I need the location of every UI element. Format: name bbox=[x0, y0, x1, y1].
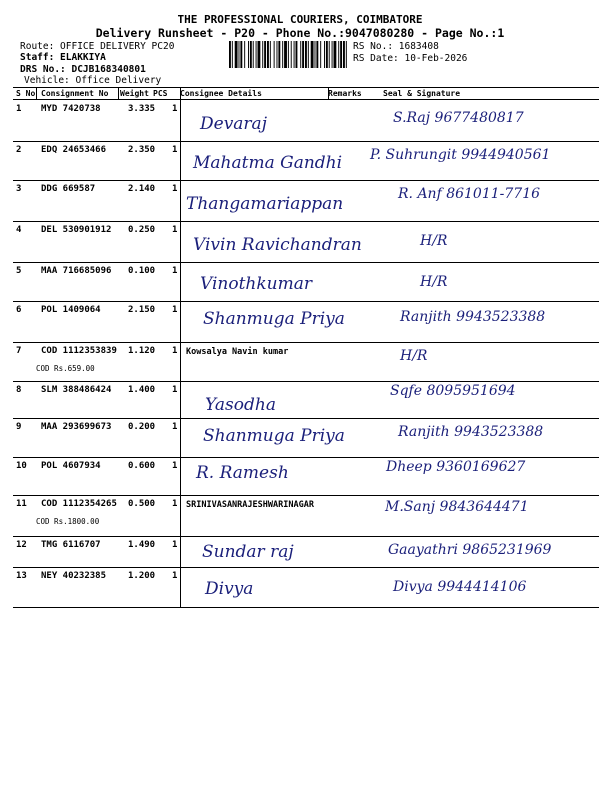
row-divider bbox=[13, 607, 599, 608]
col-consignee: Consignee Details bbox=[180, 89, 262, 98]
weight-value: 0.200 bbox=[128, 422, 156, 432]
consignee-signature: Yasodha bbox=[205, 395, 276, 415]
table-row bbox=[0, 221, 600, 262]
consignment-number: TMG 6116707 bbox=[41, 540, 101, 550]
consignment-number: COD 1112354265 bbox=[41, 499, 117, 509]
consignment-number: MAA 716685096 bbox=[41, 266, 112, 276]
consignee-signature: Divya bbox=[205, 579, 254, 599]
weight-value: 2.150 bbox=[128, 305, 156, 315]
table-row bbox=[0, 536, 600, 567]
col-divider bbox=[328, 88, 329, 99]
consignee-name: Kowsalya Navin kumar bbox=[186, 347, 289, 357]
pieces-count: 1 bbox=[172, 184, 178, 194]
consignment-number: MYD 7420738 bbox=[41, 104, 101, 114]
table-row bbox=[0, 342, 600, 381]
pieces-count: 1 bbox=[172, 104, 178, 114]
pieces-count: 1 bbox=[172, 422, 178, 432]
table-row bbox=[0, 457, 600, 495]
consignee-signature: Vinothkumar bbox=[200, 274, 313, 294]
serial-number: 5 bbox=[16, 266, 22, 276]
cod-amount: COD Rs.1800.00 bbox=[36, 517, 100, 526]
weight-value: 0.500 bbox=[128, 499, 156, 509]
consignment-number: DDG 669587 bbox=[41, 184, 96, 194]
consignee-signature: Shanmuga Priya bbox=[203, 426, 345, 446]
receiver-signature: H/R bbox=[420, 274, 448, 290]
pieces-count: 1 bbox=[172, 499, 178, 509]
vehicle-label: Vehicle: Office Delivery bbox=[24, 75, 162, 86]
receiver-signature: P. Suhrungit 9944940561 bbox=[370, 147, 551, 163]
serial-number: 10 bbox=[16, 461, 27, 471]
receiver-signature: R. Anf 861011-7716 bbox=[398, 186, 541, 202]
col-seal: Seal & Signature bbox=[383, 89, 461, 98]
serial-number: 7 bbox=[16, 346, 22, 356]
receiver-signature: H/R bbox=[420, 233, 448, 249]
col-remarks: Remarks bbox=[328, 89, 362, 98]
table-row bbox=[0, 567, 600, 607]
table-row bbox=[0, 141, 600, 180]
col-pcs: PCS bbox=[153, 89, 168, 98]
consignment-number: NEY 40232385 bbox=[41, 571, 107, 581]
weight-value: 2.140 bbox=[128, 184, 156, 194]
receiver-signature: Ranjith 9943523388 bbox=[400, 309, 546, 325]
receiver-signature: Dheep 9360169627 bbox=[386, 459, 526, 475]
pieces-count: 1 bbox=[172, 540, 178, 550]
pieces-count: 1 bbox=[172, 461, 178, 471]
runsheet-subtitle: Delivery Runsheet - P20 - Phone No.:9047080280 - Page No.:1 bbox=[95, 26, 505, 40]
pieces-count: 1 bbox=[172, 346, 178, 356]
serial-number: 13 bbox=[16, 571, 27, 581]
consignment-number: MAA 293699673 bbox=[41, 422, 112, 432]
serial-number: 1 bbox=[16, 104, 22, 114]
staff-label: Staff: ELAKKIYA bbox=[20, 52, 106, 63]
consignment-number: COD 1112353839 bbox=[41, 346, 117, 356]
weight-value: 0.250 bbox=[128, 225, 156, 235]
consignee-signature: Mahatma Gandhi bbox=[193, 153, 343, 173]
consignee-signature: Devaraj bbox=[200, 114, 267, 134]
table-row bbox=[0, 495, 600, 536]
cod-amount: COD Rs.659.00 bbox=[36, 364, 95, 373]
route-label: Route: OFFICE DELIVERY PC20 bbox=[20, 41, 175, 52]
consignee-signature: Vivin Ravichandran bbox=[193, 235, 362, 255]
consignee-signature: Thangamariappan bbox=[186, 194, 344, 214]
pieces-count: 1 bbox=[172, 145, 178, 155]
weight-value: 1.120 bbox=[128, 346, 156, 356]
weight-value: 1.400 bbox=[128, 385, 156, 395]
receiver-signature: M.Sanj 9843644471 bbox=[385, 499, 529, 515]
consignment-number: DEL 530901912 bbox=[41, 225, 112, 235]
consignment-number: POL 4607934 bbox=[41, 461, 101, 471]
consignee-signature: Sundar raj bbox=[202, 542, 294, 562]
table-row bbox=[0, 381, 600, 418]
serial-number: 2 bbox=[16, 145, 22, 155]
consignee-signature: Shanmuga Priya bbox=[203, 309, 345, 329]
table-row bbox=[0, 100, 600, 141]
weight-value: 1.490 bbox=[128, 540, 156, 550]
drs-label: DRS No.: DCJB168340801 bbox=[20, 64, 146, 75]
pieces-count: 1 bbox=[172, 571, 178, 581]
receiver-signature: Ranjith 9943523388 bbox=[398, 424, 544, 440]
serial-number: 8 bbox=[16, 385, 22, 395]
col-weight: Weight bbox=[120, 89, 149, 98]
receiver-signature: S.Raj 9677480817 bbox=[393, 110, 524, 126]
serial-number: 12 bbox=[16, 540, 27, 550]
serial-number: 9 bbox=[16, 422, 22, 432]
weight-value: 0.100 bbox=[128, 266, 156, 276]
receiver-signature: H/R bbox=[400, 348, 428, 364]
receiver-signature: Divya 9944414106 bbox=[393, 579, 527, 595]
rs-date: RS Date: 10-Feb-2026 bbox=[353, 53, 468, 64]
col-consignment: Consignment No bbox=[41, 89, 109, 98]
serial-number: 11 bbox=[16, 499, 27, 509]
table-row bbox=[0, 180, 600, 221]
col-sno: S No bbox=[16, 89, 36, 98]
table-row bbox=[0, 418, 600, 457]
weight-value: 0.600 bbox=[128, 461, 156, 471]
consignment-number: POL 1409064 bbox=[41, 305, 101, 315]
pieces-count: 1 bbox=[172, 225, 178, 235]
receiver-signature: Gaayathri 9865231969 bbox=[388, 542, 552, 558]
consignment-number: EDQ 24653466 bbox=[41, 145, 107, 155]
col-divider bbox=[118, 88, 119, 99]
serial-number: 3 bbox=[16, 184, 22, 194]
table-top-rule bbox=[13, 87, 599, 88]
pieces-count: 1 bbox=[172, 385, 178, 395]
receiver-signature: Sqfe 8095951694 bbox=[390, 383, 516, 399]
weight-value: 1.200 bbox=[128, 571, 156, 581]
consignment-number: SLM 388486424 bbox=[41, 385, 112, 395]
barcode-icon bbox=[228, 41, 350, 68]
serial-number: 4 bbox=[16, 225, 22, 235]
table-row bbox=[0, 262, 600, 301]
weight-value: 2.350 bbox=[128, 145, 156, 155]
consignee-name: SRINIVASANRAJESHWARINAGAR bbox=[186, 500, 314, 510]
pieces-count: 1 bbox=[172, 266, 178, 276]
company-title: THE PROFESSIONAL COURIERS, COIMBATORE bbox=[177, 13, 423, 26]
rs-number: RS No.: 1683408 bbox=[353, 41, 439, 52]
table-row bbox=[0, 301, 600, 342]
col-divider bbox=[36, 88, 37, 99]
consignee-signature: R. Ramesh bbox=[196, 463, 289, 483]
pieces-count: 1 bbox=[172, 305, 178, 315]
weight-value: 3.335 bbox=[128, 104, 156, 114]
serial-number: 6 bbox=[16, 305, 22, 315]
